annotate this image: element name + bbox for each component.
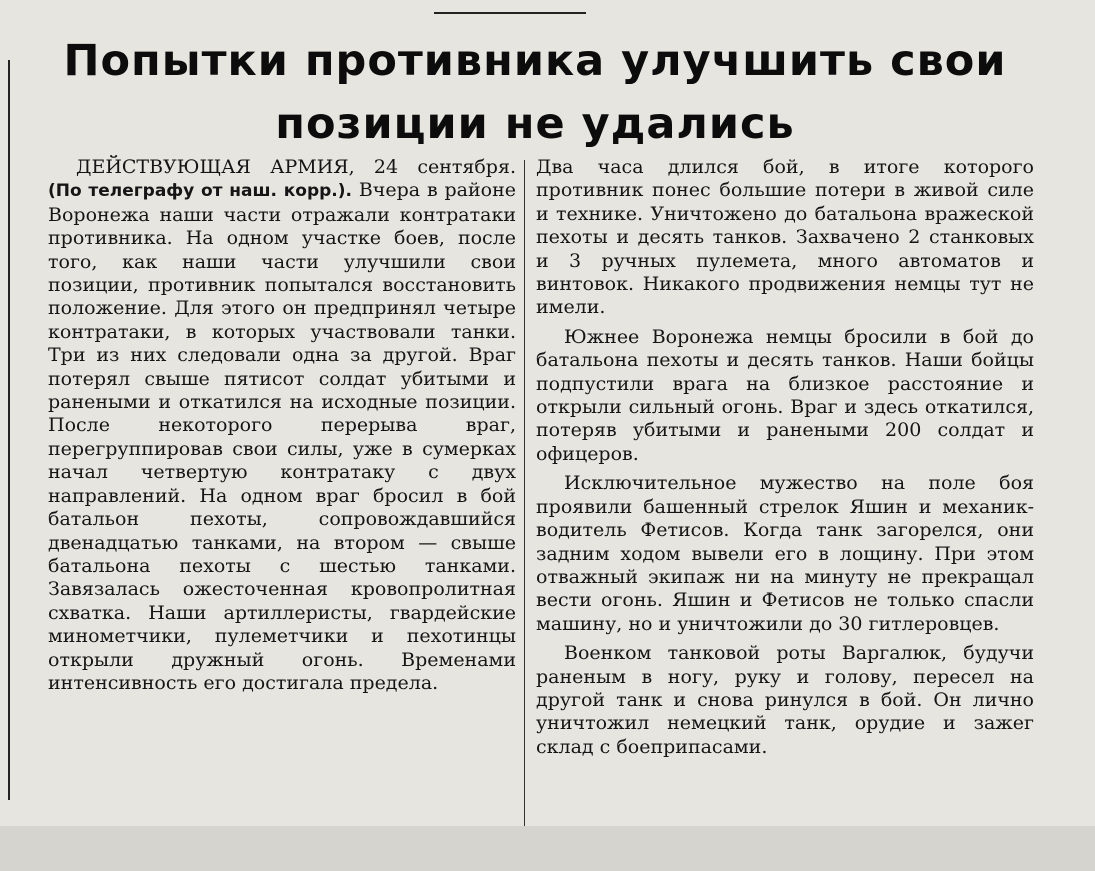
right-column: [536, 156, 1034, 759]
paragraph-2: Два часа длился бой, в итоге которого противник понес большие потери в живой силе и технике. Уничтожено до батальона вражеской пехоты и десять танков. Захвачено 2 станковых и 3 ручных пулемета, много автоматов и винтовок. Никакого продвижения немцы тут не имели.: [536, 156, 1034, 319]
left-column: [48, 156, 516, 695]
article-headline: [40, 30, 1030, 156]
headline-line-1: Попытки противника улучшить свои: [63, 36, 1007, 86]
dateline: ДЕЙСТВУЮЩАЯ АРМИЯ, 24 сентября.: [76, 156, 516, 178]
paragraph-4: Исключительное мужество на поле боя проявили башенный стрелок Яшин и механик-водитель Фетисов. Когда танк загорелся, они задним ходом вывели его в лощину. При этом отважный экипаж ни на минуту не прекращал вести огонь. Яшин и Фетисов не только спасли машину, но и уничтожили до 30 гитлеровцев.: [536, 472, 1034, 635]
column-divider: [524, 160, 525, 826]
headline-line-2: позиции не удались: [275, 99, 795, 149]
page-bottom-margin: [0, 826, 1095, 871]
correspondent-credit: (По телеграфу от наш. корр.).: [48, 181, 352, 202]
paragraph-5: Военком танковой роты Варгалюк, будучи раненым в ногу, руку и голову, пересел на другой танк и снова ринулся в бой. Он лично уничтожил немецкий танк, орудие и зажег склад с боеприпасами.: [536, 642, 1034, 758]
page-edge-rule: [8, 60, 10, 800]
lead-paragraph: [48, 156, 516, 695]
paragraph-3: Южнее Воронежа немцы бросили в бой до батальона пехоты и десять танков. Наши бойцы подпустили врага на близкое расстояние и открыли сильный огонь. Враг и здесь откатился, потеряв убитыми и ранеными 200 солдат и офицеров.: [536, 325, 1034, 465]
lead-text: Вчера в районе Воронежа наши части отражали контратаки противника. На одном участке боев, после того, как наши части улучшили свои позиции, противник попытался восстановить положение. Для этого он предпринял четыре контратаки, в которых участвовали танки. Три из них следовали одна за другой. Враг потерял свыше пятисот солдат убитыми и ранеными и откатился на исходные позиции. После некоторого перерыва враг, перегруппировав свои силы, уже в сумерках начал четвертую контратаку с двух направлений. На одном враг бросил в бой батальон пехоты, сопровождавшийся двенадцатью танками, на втором — свыше батальона пехоты с шестью танками. Завязалась ожесточенная кровопролитная схватка. Наши артиллеристы, гвардейские минометчики, пулеметчики и пехотинцы открыли дружный огонь. Временами интенсивность его достигала предела.: [48, 179, 517, 694]
top-rule: [434, 12, 586, 14]
